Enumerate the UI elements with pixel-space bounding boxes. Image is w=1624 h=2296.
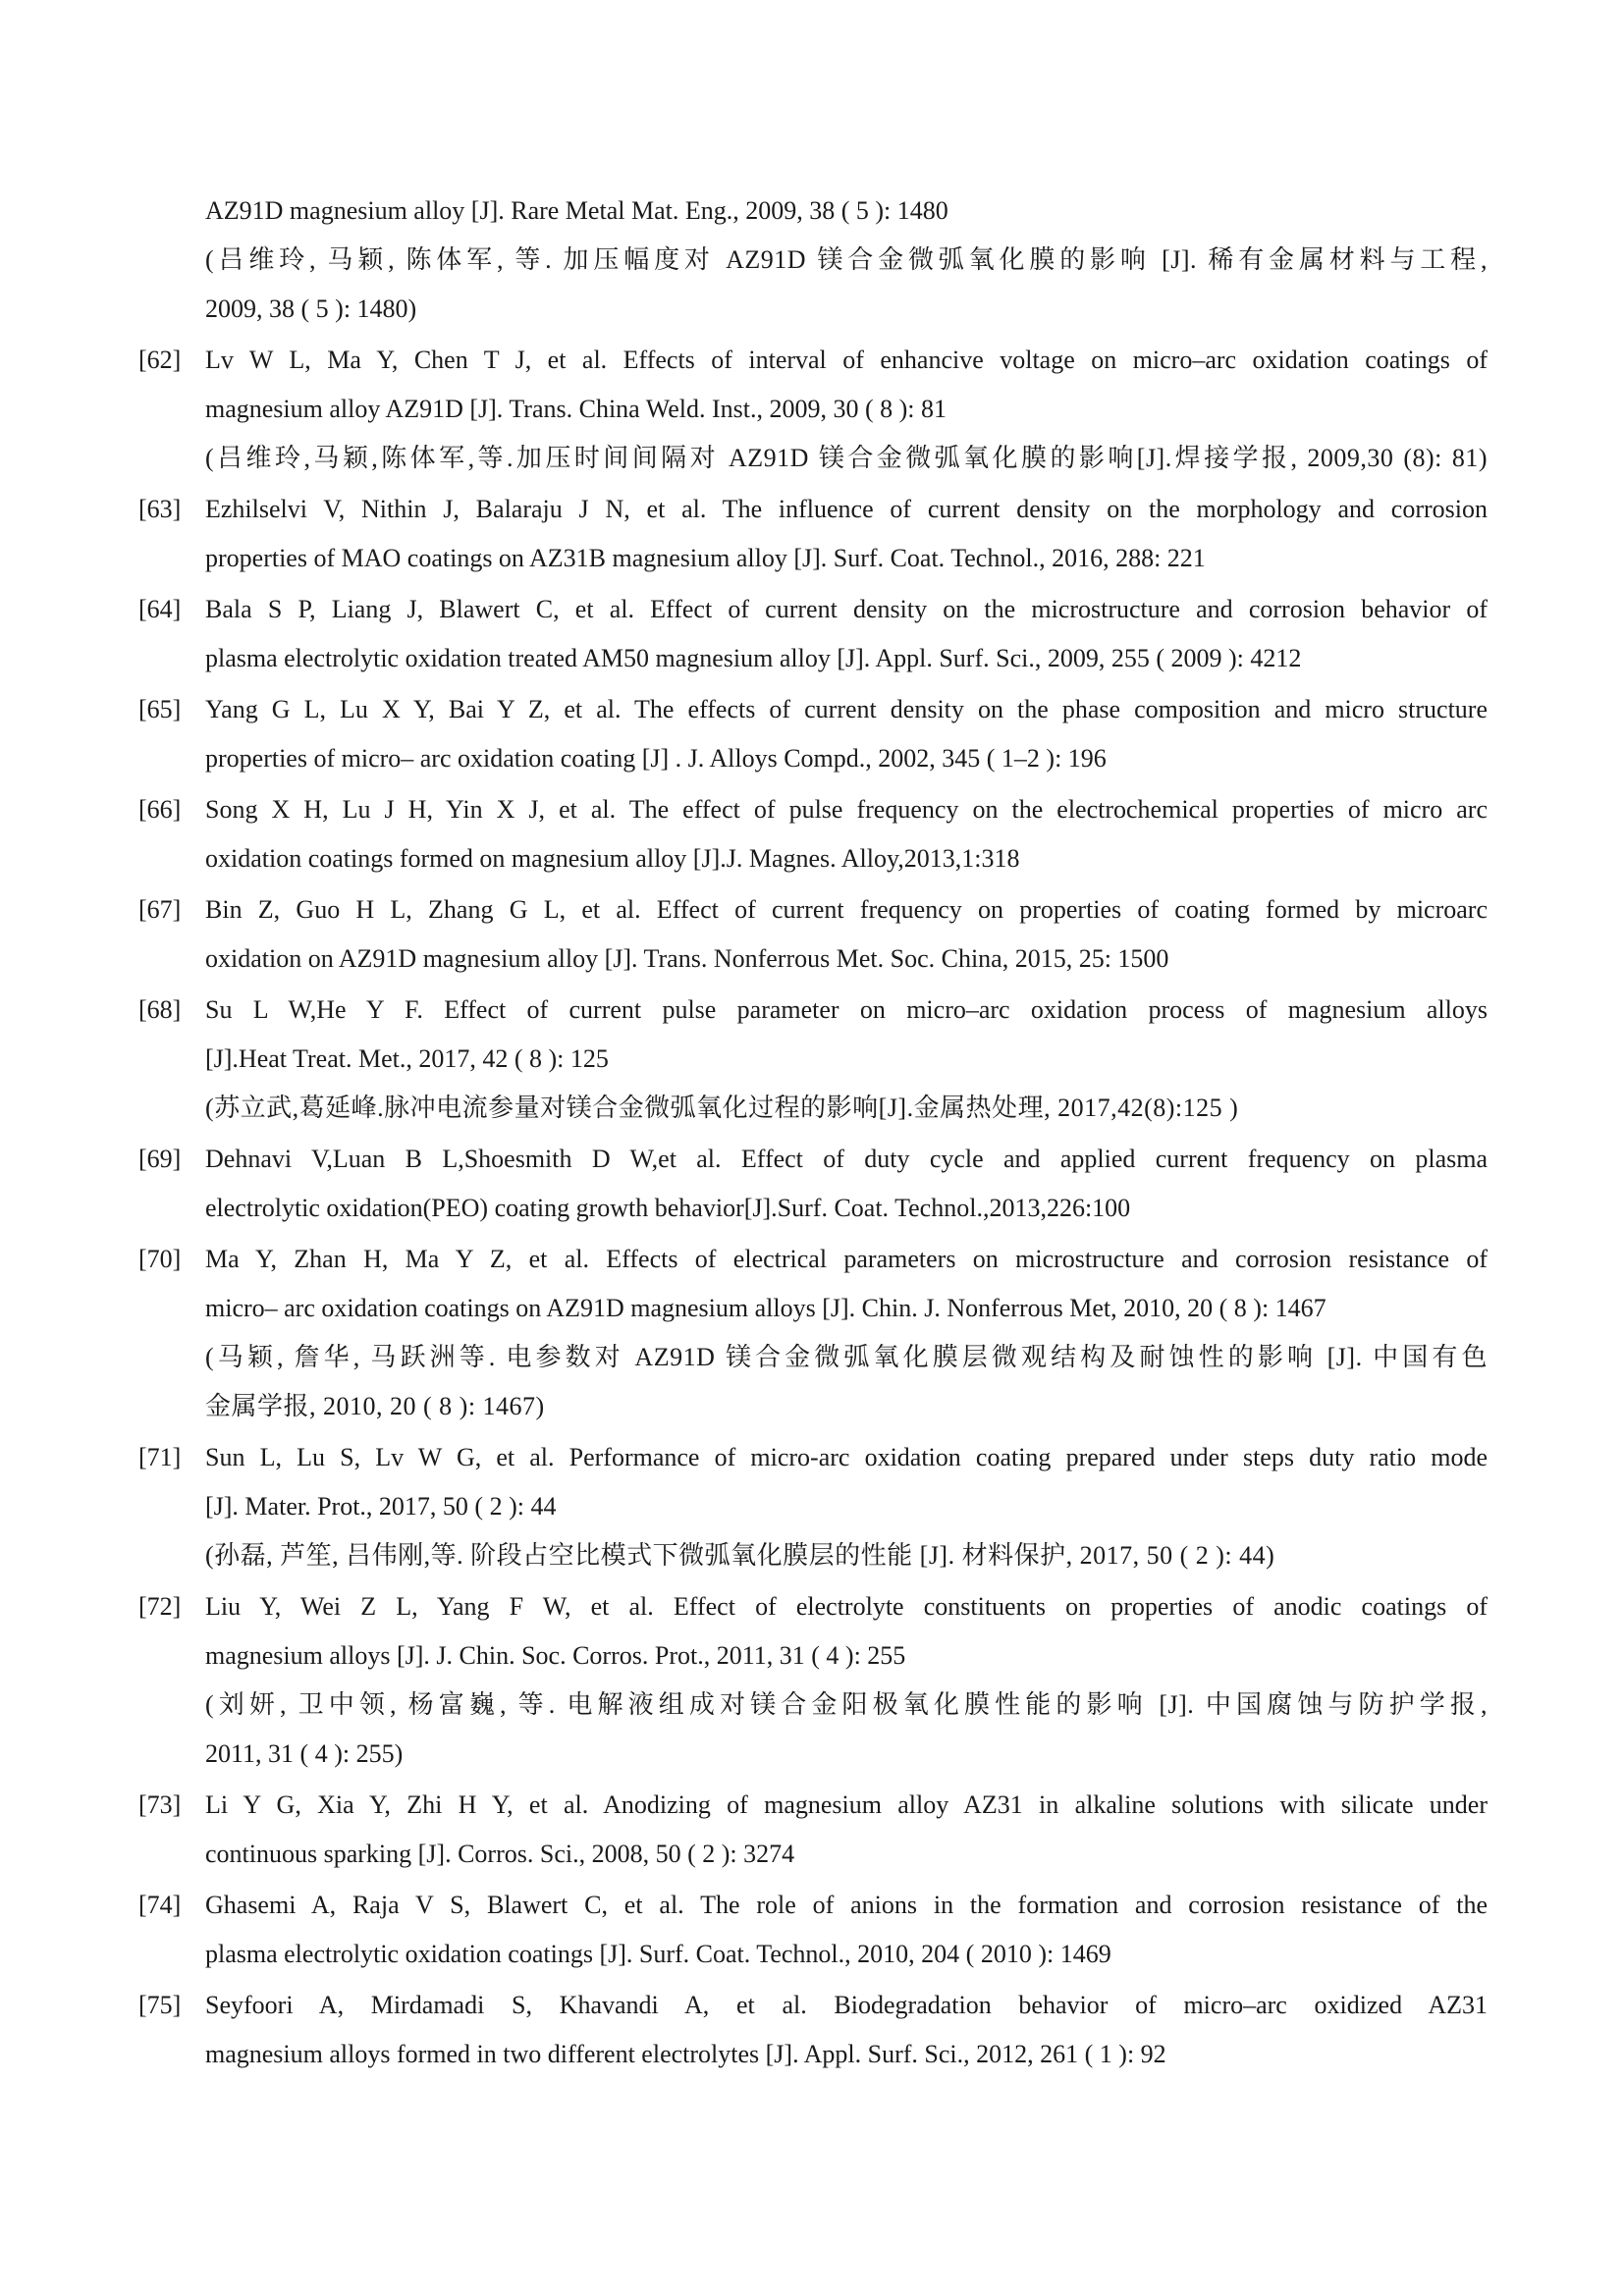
reference-line: Bala S P, Liang J, Blawert C, et al. Effect of current density on the microstructure and corrosion behavior of [205,595,1488,623]
reference-line: Song X H, Lu J H, Yin X J, et al. The effect of pulse frequency on the electrochemical properties of micro arc [205,795,1488,824]
reference-line: Ghasemi A, Raja V S, Blawert C, et al. The role of anions in the formation and corrosion resistance of the [205,1891,1488,1919]
reference-line-chinese: (马颖, 詹华, 马跃洲等. 电参数对 AZ91D 镁合金微弧氧化膜层微观结构及耐蚀性的影响 [J]. 中国有色 [205,1343,1488,1371]
reference-number: [67] [138,895,182,924]
reference-line: plasma electrolytic oxidation coatings [J]. Surf. Coat. Technol., 2010, 204 ( 2010 ): 1469 [205,1940,1111,1968]
reference-line: electrolytic oxidation(PEO) coating growth behavior[J].Surf. Coat. Technol.,2013,226:100 [205,1194,1131,1222]
reference-line: 2009, 38 ( 5 ): 1480) [205,294,417,323]
reference-line: Ezhilselvi V, Nithin J, Balaraju J N, et al. The influence of current density on the morphology and corrosion [205,495,1488,523]
reference-entry [138,585,1488,683]
reference-line: Sun L, Lu S, Lv W G, et al. Performance of micro-arc oxidation coating prepared under steps duty ratio mode [205,1443,1488,1471]
reference-number: [72] [138,1592,182,1621]
reference-number: [75] [138,1991,182,2019]
reference-line: magnesium alloy AZ91D [J]. Trans. China Weld. Inst., 2009, 30 ( 8 ): 81 [205,395,947,423]
reference-entry [138,885,1488,984]
reference-number: [69] [138,1145,182,1173]
reference-entry [138,785,1488,883]
reference-line: magnesium alloys formed in two different electrolytes [J]. Appl. Surf. Sci., 2012, 261 ( 1 ): 92 [205,2040,1166,2068]
reference-entry [138,1433,1488,1580]
reference-line: continuous sparking [J]. Corros. Sci., 2008, 50 ( 2 ): 3274 [205,1840,795,1868]
reference-line: Li Y G, Xia Y, Zhi H Y, et al. Anodizing of magnesium alloy AZ31 in alkaline solutions with silicate under [205,1790,1488,1819]
reference-number: [64] [138,595,182,623]
reference-line: Seyfoori A, Mirdamadi S, Khavandi A, et al. Biodegradation behavior of micro–arc oxidized AZ31 [205,1991,1488,2019]
reference-line: Liu Y, Wei Z L, Yang F W, et al. Effect of electrolyte constituents on properties of anodic coatings of [205,1592,1488,1621]
reference-line: properties of micro– arc oxidation coating [J] . J. Alloys Compd., 2002, 345 ( 1–2 ): 196 [205,744,1107,773]
reference-entry [138,1781,1488,1879]
reference-line: plasma electrolytic oxidation treated AM50 magnesium alloy [J]. Appl. Surf. Sci., 2009, 255 ( 2009 ): 4212 [205,644,1302,672]
reference-number: [63] [138,495,182,523]
reference-line: Yang G L, Lu X Y, Bai Y Z, et al. The effects of current density on the phase composition and micro structure [205,695,1488,723]
reference-line-chinese: (吕维玲, 马颖, 陈体军, 等. 加压幅度对 AZ91D 镁合金微弧氧化膜的影响 [J]. 稀有金属材料与工程, [205,245,1488,274]
reference-entry [138,485,1488,583]
reference-line-chinese: (苏立武,葛延峰.脉冲电流参量对镁合金微弧氧化过程的影响[J].金属热处理, 2017,42(8):125 ) [205,1094,1239,1122]
reference-entry [138,1235,1488,1431]
reference-entry [191,187,1488,334]
reference-line-chinese: (孙磊, 芦笙, 吕伟刚,等. 阶段占空比模式下微弧氧化膜层的性能 [J]. 材料保护, 2017, 50 ( 2 ): 44) [205,1541,1275,1570]
reference-line: AZ91D magnesium alloy [J]. Rare Metal Mat. Eng., 2009, 38 ( 5 ): 1480 [205,196,948,225]
reference-number: [71] [138,1443,182,1471]
reference-line: properties of MAO coatings on AZ31B magnesium alloy [J]. Surf. Coat. Technol., 2016, 288: 221 [205,544,1206,572]
reference-line: Lv W L, Ma Y, Chen T J, et al. Effects of interval of enhancive voltage on micro–arc oxidation coatings of [205,346,1488,374]
reference-line: Bin Z, Guo H L, Zhang G L, et al. Effect of current frequency on properties of coating formed by microarc [205,895,1488,924]
reference-list [138,187,1488,2081]
reference-entry [138,1135,1488,1233]
reference-number: [73] [138,1790,182,1819]
reference-number: [65] [138,695,182,723]
reference-line: Su L W,He Y F. Effect of current pulse parameter on micro–arc oxidation process of magnesium alloys [205,995,1488,1024]
reference-line: Dehnavi V,Luan B L,Shoesmith D W,et al. Effect of duty cycle and applied current frequency on plasma [205,1145,1488,1173]
reference-entry [138,1981,1488,2079]
reference-line: magnesium alloys [J]. J. Chin. Soc. Corros. Prot., 2011, 31 ( 4 ): 255 [205,1641,906,1670]
reference-number: [62] [138,346,182,374]
reference-entry [138,685,1488,783]
reference-line-chinese: (刘妍, 卫中领, 杨富巍, 等. 电解液组成对镁合金阳极氧化膜性能的影响 [J]. 中国腐蚀与防护学报, [205,1690,1488,1719]
reference-line: oxidation coatings formed on magnesium alloy [J].J. Magnes. Alloy,2013,1:318 [205,844,1020,873]
reference-line: [J].Heat Treat. Met., 2017, 42 ( 8 ): 125 [205,1044,609,1073]
reference-entry [138,1881,1488,1979]
reference-line: [J]. Mater. Prot., 2017, 50 ( 2 ): 44 [205,1492,557,1521]
reference-entry [138,336,1488,483]
reference-number: [74] [138,1891,182,1919]
reference-number: [70] [138,1245,182,1273]
reference-line: micro– arc oxidation coatings on AZ91D magnesium alloys [J]. Chin. J. Nonferrous Met, 2010, 20 ( 8 ): 1467 [205,1294,1326,1322]
reference-line: oxidation on AZ91D magnesium alloy [J]. Trans. Nonferrous Met. Soc. China, 2015, 25: 1500 [205,944,1169,973]
reference-line: Ma Y, Zhan H, Ma Y Z, et al. Effects of electrical parameters on microstructure and corrosion resistance of [205,1245,1488,1273]
reference-entry [138,986,1488,1133]
reference-line: 2011, 31 ( 4 ): 255) [205,1739,404,1768]
reference-entry [138,1582,1488,1779]
reference-line-chinese: 金属学报, 2010, 20 ( 8 ): 1467) [205,1392,545,1420]
reference-line-chinese: (吕维玲,马颖,陈体军,等.加压时间间隔对 AZ91D 镁合金微弧氧化膜的影响[J].焊接学报, 2009,30 (8): 81) [205,444,1488,472]
reference-number: [68] [138,995,182,1024]
reference-number: [66] [138,795,182,824]
